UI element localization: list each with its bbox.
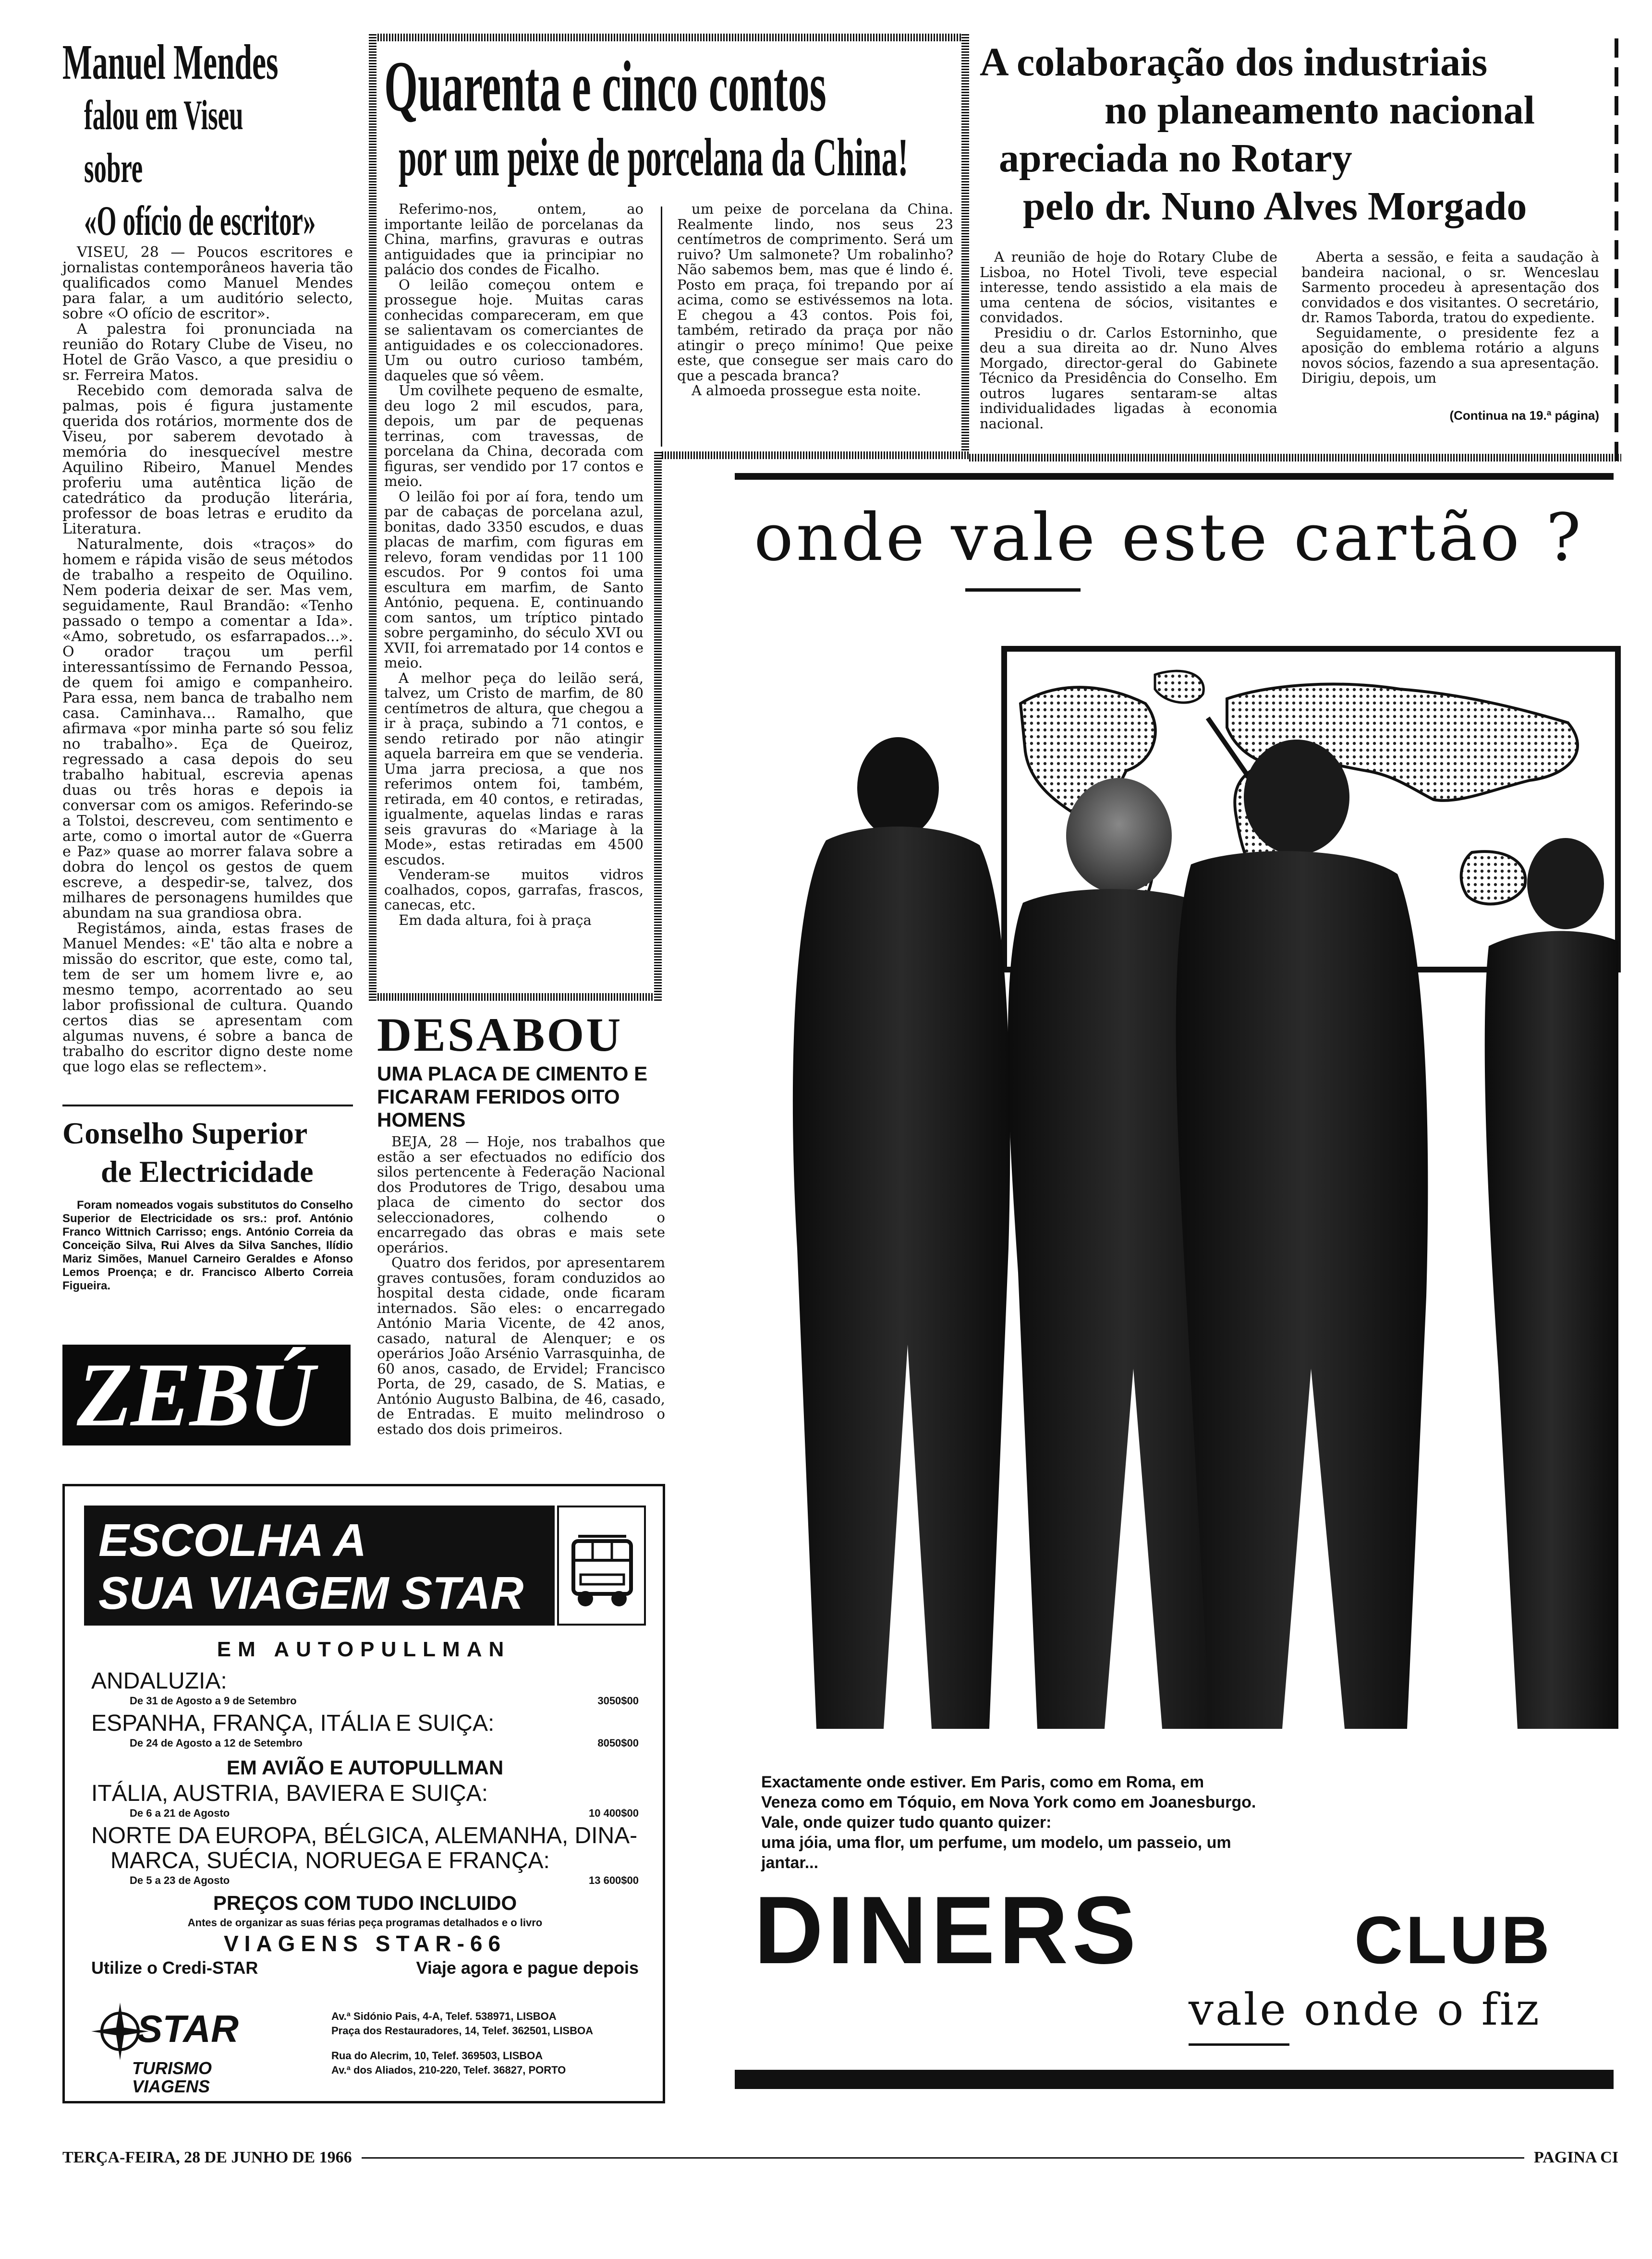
star-logo-block xyxy=(91,2003,644,2099)
porcelana-frame-right xyxy=(961,34,969,456)
footer-date: TERÇA-FEIRA, 28 DE JUNHO DE 1966 xyxy=(62,2149,352,2166)
mendes-headline-3: sobre xyxy=(84,145,143,192)
star-logo-text: STAR xyxy=(137,2007,239,2050)
bus-icon xyxy=(559,1507,644,1624)
star-banner-line-1: ESCOLHA A xyxy=(98,1515,367,1566)
porcelana-frame-left xyxy=(369,34,377,1001)
diners-tagline: vale onde o fiz xyxy=(1189,1984,1541,2035)
star-viagens-66: VIAGENS STAR-66 xyxy=(223,1931,507,1956)
trip-norte-title-1: NORTE DA EUROPA, BÉLGICA, ALEMANHA, DINA- xyxy=(91,1823,638,1848)
star-addresses: Av.ª Sidónio Pais, 4-A, Telef. 538971, LISBOA Praça dos Restauradores, 14, Telef. 362501, LISBOA Rua do Alecrim, 10, Telef. 369503, LISBOA Av.ª dos Aliados, 210-220, Telef. 36827, PORTO xyxy=(331,2010,593,2076)
mendes-headline-1: Manuel Mendes xyxy=(62,35,279,90)
rotary-headline-1: A colaboração dos industriais xyxy=(980,40,1488,85)
zebu-logo: ZEBÚ xyxy=(77,1345,313,1445)
mendes-headline-4: «O ofício de escritor» xyxy=(84,198,316,244)
star-precos: PREÇOS COM TUDO INCLUIDO xyxy=(213,1892,517,1914)
rotary-frame-right xyxy=(1615,29,1618,461)
star-bus-box xyxy=(557,1506,646,1626)
zebu-ad xyxy=(62,1345,351,1445)
star-turismo: TURISMO xyxy=(132,2058,212,2078)
tagline-underline xyxy=(1189,2043,1289,2046)
rotary-article xyxy=(980,38,1609,451)
trip-norte-row: De 5 a 23 de Agosto 13 600$00 xyxy=(130,1874,639,1886)
rotary-frame-bottom xyxy=(969,454,1621,462)
trip-andaluzia-title: ANDALUZIA: xyxy=(91,1668,227,1694)
porcelana-col-1: Referimo-nos, ontem, ao importante leilão de porcelanas da China, marfins, gravuras e outras antiguidades que ia principiar no palácio dos condes de Ficalho. O leilão começou ontem e prossegue hoje. Muitas caras conhecidas compareceram, em que se salientavam os comerciantes de antiguidades e os coleccionadores. Um ou outro curioso também, daqueles que só vêem. Um covilhete pequeno de esmalte, deu logo 2 mil escudos, para, depois, um par de pequenas terrinas, com travessas, de porcelana da China, decorada com figuras, ser vendido por 17 contos e meio. O leilão foi por aí fora, tendo um par de cabaças de porcelana azul, bonitas, dado 3350 escudos, e duas placas de marfim, com figuras em relevo, foram vendidas por 11 100 escudos. Por 9 contos foi uma escultura em marfim, de Santo António, pequena. E, continuando com santos, um tríptico pintado sobre pergaminho, do século XVI ou XVII, foi arrematado por 14 contos e meio. A melhor peça do leilão será, talvez, um Cristo de marfim, de 80 centímetros de altura, que chegou a ir à praça, subindo a 71 contos, e sendo retirado por não atingir aquela barreira em que se venderia. Uma jarra preciosa, a que nos referimos ontem foi, também, retirada, em 40 contos, e retiradas, igualmente, aquelas lindas e raras seis gravuras do «Mariage à la Mode», estas retiradas em 4500 escudos. Venderam-se muitos vidros coalhados, copos, garrafas, frascos, canecas, etc. Em dada altura, foi à praça xyxy=(384,201,644,928)
porcelana-frame-top xyxy=(369,34,969,41)
divider-mendes xyxy=(62,1105,353,1106)
desabou-body: BEJA, 28 — Hoje, nos trabalhos que estão a ser efectuados no edifício dos silos pertencente à Federação Nacional dos Produtores de Trigo, desabou uma placa de cimento do sector dos seleccionadores, colhendo o encarregado das obras e mais sete operários. Quatro dos feridos, por apresentarem graves contusões, foram conduzidos ao hospital desta cidade, onde ficaram internados. São eles: o encarregado António Maria Vicente, de 42 anos, casado, natural de Alenquer; e os operários João Arsénio Varrasquinha, de 60 anos, casado, de Ervidel; Francisco Porta, de 29, casado, de S. Matias, e António Augusto Balbina, de 46, casado, de Entradas. E muito melindroso o estado dos dois primeiros. xyxy=(377,1133,665,1437)
businessmen-photo xyxy=(740,744,1618,1753)
porcelana-col-2: um peixe de porcelana da China. Realmente lindo, nos seus 23 centímetros de comprimento. Será um ruivo? Um salmonete? Um robalinho? Não sabemos bem, mas que é lindo é. Posto em praça, foi trepando por aí acima, como se estivéssemos na lota. E chegou a 43 contos. Pois foi, também, retirado da praça por não atingir o preço mínimo! Que peixe este, que consegue ser mais caro do que a pescada branca? A almoeda prossegue esta noite. xyxy=(677,201,953,399)
porcelana-frame-bottom xyxy=(369,993,662,1001)
diners-top-rule xyxy=(735,473,1614,480)
porcelana-frame-right-low xyxy=(654,451,662,1001)
star-credi-row: Utilize o Credi-STAR Viaje agora e pague depois xyxy=(91,1958,639,1978)
rotary-headline-2: no planeamento nacional xyxy=(1105,88,1535,133)
porcelana-col-divider xyxy=(661,206,662,447)
mendes-body: VISEU, 28 — Poucos escritores e jornalistas contemporâneos haveria tão qualificados como Manuel Mendes para falar, a um auditório selecto, sobre «O ofício de escritor». A palestra foi pronunciada na reunião do Rotary Clube de Viseu, no Hotel de Grão Vasco, a que presidiu o sr. Ferreira Matos. Recebido com demorada salva de palmas, pois é figura justamente querida dos rotários, mormente dos de Viseu, por saberem devotado à memória do inesquecível mestre Aquilino Ribeiro, Manuel Mendes proferiu uma autêntica lição de catedrático da produção literária, professor de boas letras e erudito da Literatura. Naturalmente, dois «traços» do homem e rápida visão de seus métodos de trabalho a respeito de Oquilino. Nem poderia deixar de ser. Mas vem, seguidamente, Raul Brandão: «Tenho passado o tempo a comentar a Ida». «Amo, sobretudo, os esfarrapados...». O orador traçou um perfil interessantíssimo de Fernando Pessoa, de quem foi amigo e companheiro. Para essa, nem banca de trabalho nem casa. Caminhava... Ramalho, que afirmava «por minha parte só sou feliz no trabalho». Eça de Queiroz, regressado a casa depois do seu trabalho habitual, escrevia apenas duas ou três horas e depois ia conversar com os amigos. Referindo-se a Tolstoi, descreveu, com sentimento e arte, como o imortal autor de «Guerra e Paz» quase ao morrer falava sobre a dobra do lençol os gestos de quem escreve, a despedir-se, talvez, dos milhares de personagens humildes que abundam na sua grandiosa obra. Registámos, ainda, estas frases de Manuel Mendes: «E' tão alta e nobre a missão do escritor, que este, como tal, tem de ser um homem livre e, ao mesmo tempo, acorrentado ao seu labor profissional de cultura. Quando certos dias se apresentam com algumas nuvens, é sobre a banca de trabalho do escritor digno deste nome que logo elas se reflectem». xyxy=(62,244,353,1075)
star-viagens: VIAGENS xyxy=(132,2077,210,2096)
star-antes: Antes de organizar as suas férias peça programas detalhados e o livro xyxy=(187,1917,543,1929)
headline-underline xyxy=(965,588,1081,592)
star-ad xyxy=(62,1484,665,2103)
rotary-headline-4: pelo dr. Nuno Alves Morgado xyxy=(1023,184,1527,229)
star-banner xyxy=(84,1506,555,1626)
desabou-headline: DESABOU xyxy=(377,1008,623,1061)
footer-page: PAGINA CI xyxy=(1534,2149,1618,2166)
diners-brand: DINERS xyxy=(754,1877,1140,1984)
conselho-headline-1: Conselho Superior xyxy=(62,1116,308,1150)
star-banner-line-2: SUA VIAGEM STAR xyxy=(98,1567,524,1619)
desabou-subhead: UMA PLACA DE CIMENTO E FICARAM FERIDOS OITO HOMENS xyxy=(377,1062,648,1131)
diners-bottom-rule xyxy=(735,2070,1614,2089)
rotary-col-1: A reunião de hoje do Rotary Clube de Lisboa, no Hotel Tivoli, teve especial interesse, tendo assistido a ela mais de uma centena de sócios, visitantes e convidados. Presidiu o dr. Carlos Estorninho, que deu a sua direita ao dr. Nuno Alves Morgado, director-geral do Gabinete Técnico da Presidência do Conselho. Em outros lugares sentaram-se altas individualidades ligadas à economia nacional. xyxy=(980,249,1277,432)
mendes-headline-2: falou em Viseu xyxy=(84,92,243,139)
star-em-autopullman: EM AUTOPULLMAN xyxy=(217,1638,511,1661)
diners-headline: onde vale este cartão ? xyxy=(754,500,1584,576)
trip-espanha-title: ESPANHA, FRANÇA, ITÁLIA E SUIÇA: xyxy=(91,1711,495,1736)
conselho-article xyxy=(62,1114,353,1325)
porcelana-frame-mid xyxy=(662,451,969,459)
star-em-aviao: EM AVIÃO E AUTOPULLMAN xyxy=(226,1756,504,1779)
desabou-article xyxy=(377,1008,665,1450)
trip-espanha-row: De 24 de Agosto a 12 de Setembro 8050$00 xyxy=(130,1737,639,1749)
star-list xyxy=(91,1669,639,1979)
porcelana-headline-1: Quarenta e cinco contos xyxy=(384,47,826,126)
footer-rule xyxy=(362,2157,1524,2159)
conselho-headline-2: de Electricidade xyxy=(101,1154,314,1189)
trip-italia-title: ITÁLIA, AUSTRIA, BAVIERA E SUIÇA: xyxy=(91,1781,488,1806)
trip-andaluzia-row: De 31 de Agosto a 9 de Setembro 3050$00 xyxy=(130,1695,639,1707)
conselho-body: Foram nomeados vogais substitutos do Conselho Superior de Electricidade os srs.: prof. António Franco Wittnich Carrisso; engs. António Correia da Conceição Silva, Rui Alves da Silva Sanches, Ilídio Mariz Simões, Manuel Carneiro Geraldes e Afonso Lemos Proença; e dr. Francisco Alberto Correia Figueira. xyxy=(62,1199,353,1292)
porcelana-headline-2: por um peixe de porcelana da China! xyxy=(399,128,909,187)
trip-italia-row: De 6 a 21 de Agosto 10 400$00 xyxy=(130,1807,639,1819)
rotary-continua: (Continua na 19.ª página) xyxy=(1449,408,1599,423)
trip-norte-title-2: MARCA, SUÉCIA, NORUEGA E FRANÇA: xyxy=(110,1848,550,1873)
footer xyxy=(62,2146,1618,2170)
rotary-col-2: Aberta a sessão, e feita a saudação à bandeira nacional, o sr. Wenceslau Sarmento procedeu à apresentação dos convidados e dos visitantes. O secretário, dr. Ramos Taborda, tratou do expediente. Seguidamente, o presidente fez a aposição do emblema rotário a alguns novos sócios, fazendo a sua apresentação. Dirigiu, depois, um xyxy=(1301,249,1599,386)
rotary-headline-3: apreciada no Rotary xyxy=(999,136,1352,181)
mendes-article xyxy=(62,34,353,1100)
diners-caption: Exactamente onde estiver. Em Paris, como em Roma, em Veneza como em Tóquio, em Nova York como em Joanesburgo. Vale, onde quizer tudo quanto quizer: uma jóia, uma flor, um perfume, um modelo, um passeio, um jantar... xyxy=(761,1773,1256,1872)
diners-club: CLUB xyxy=(1354,1902,1553,1978)
